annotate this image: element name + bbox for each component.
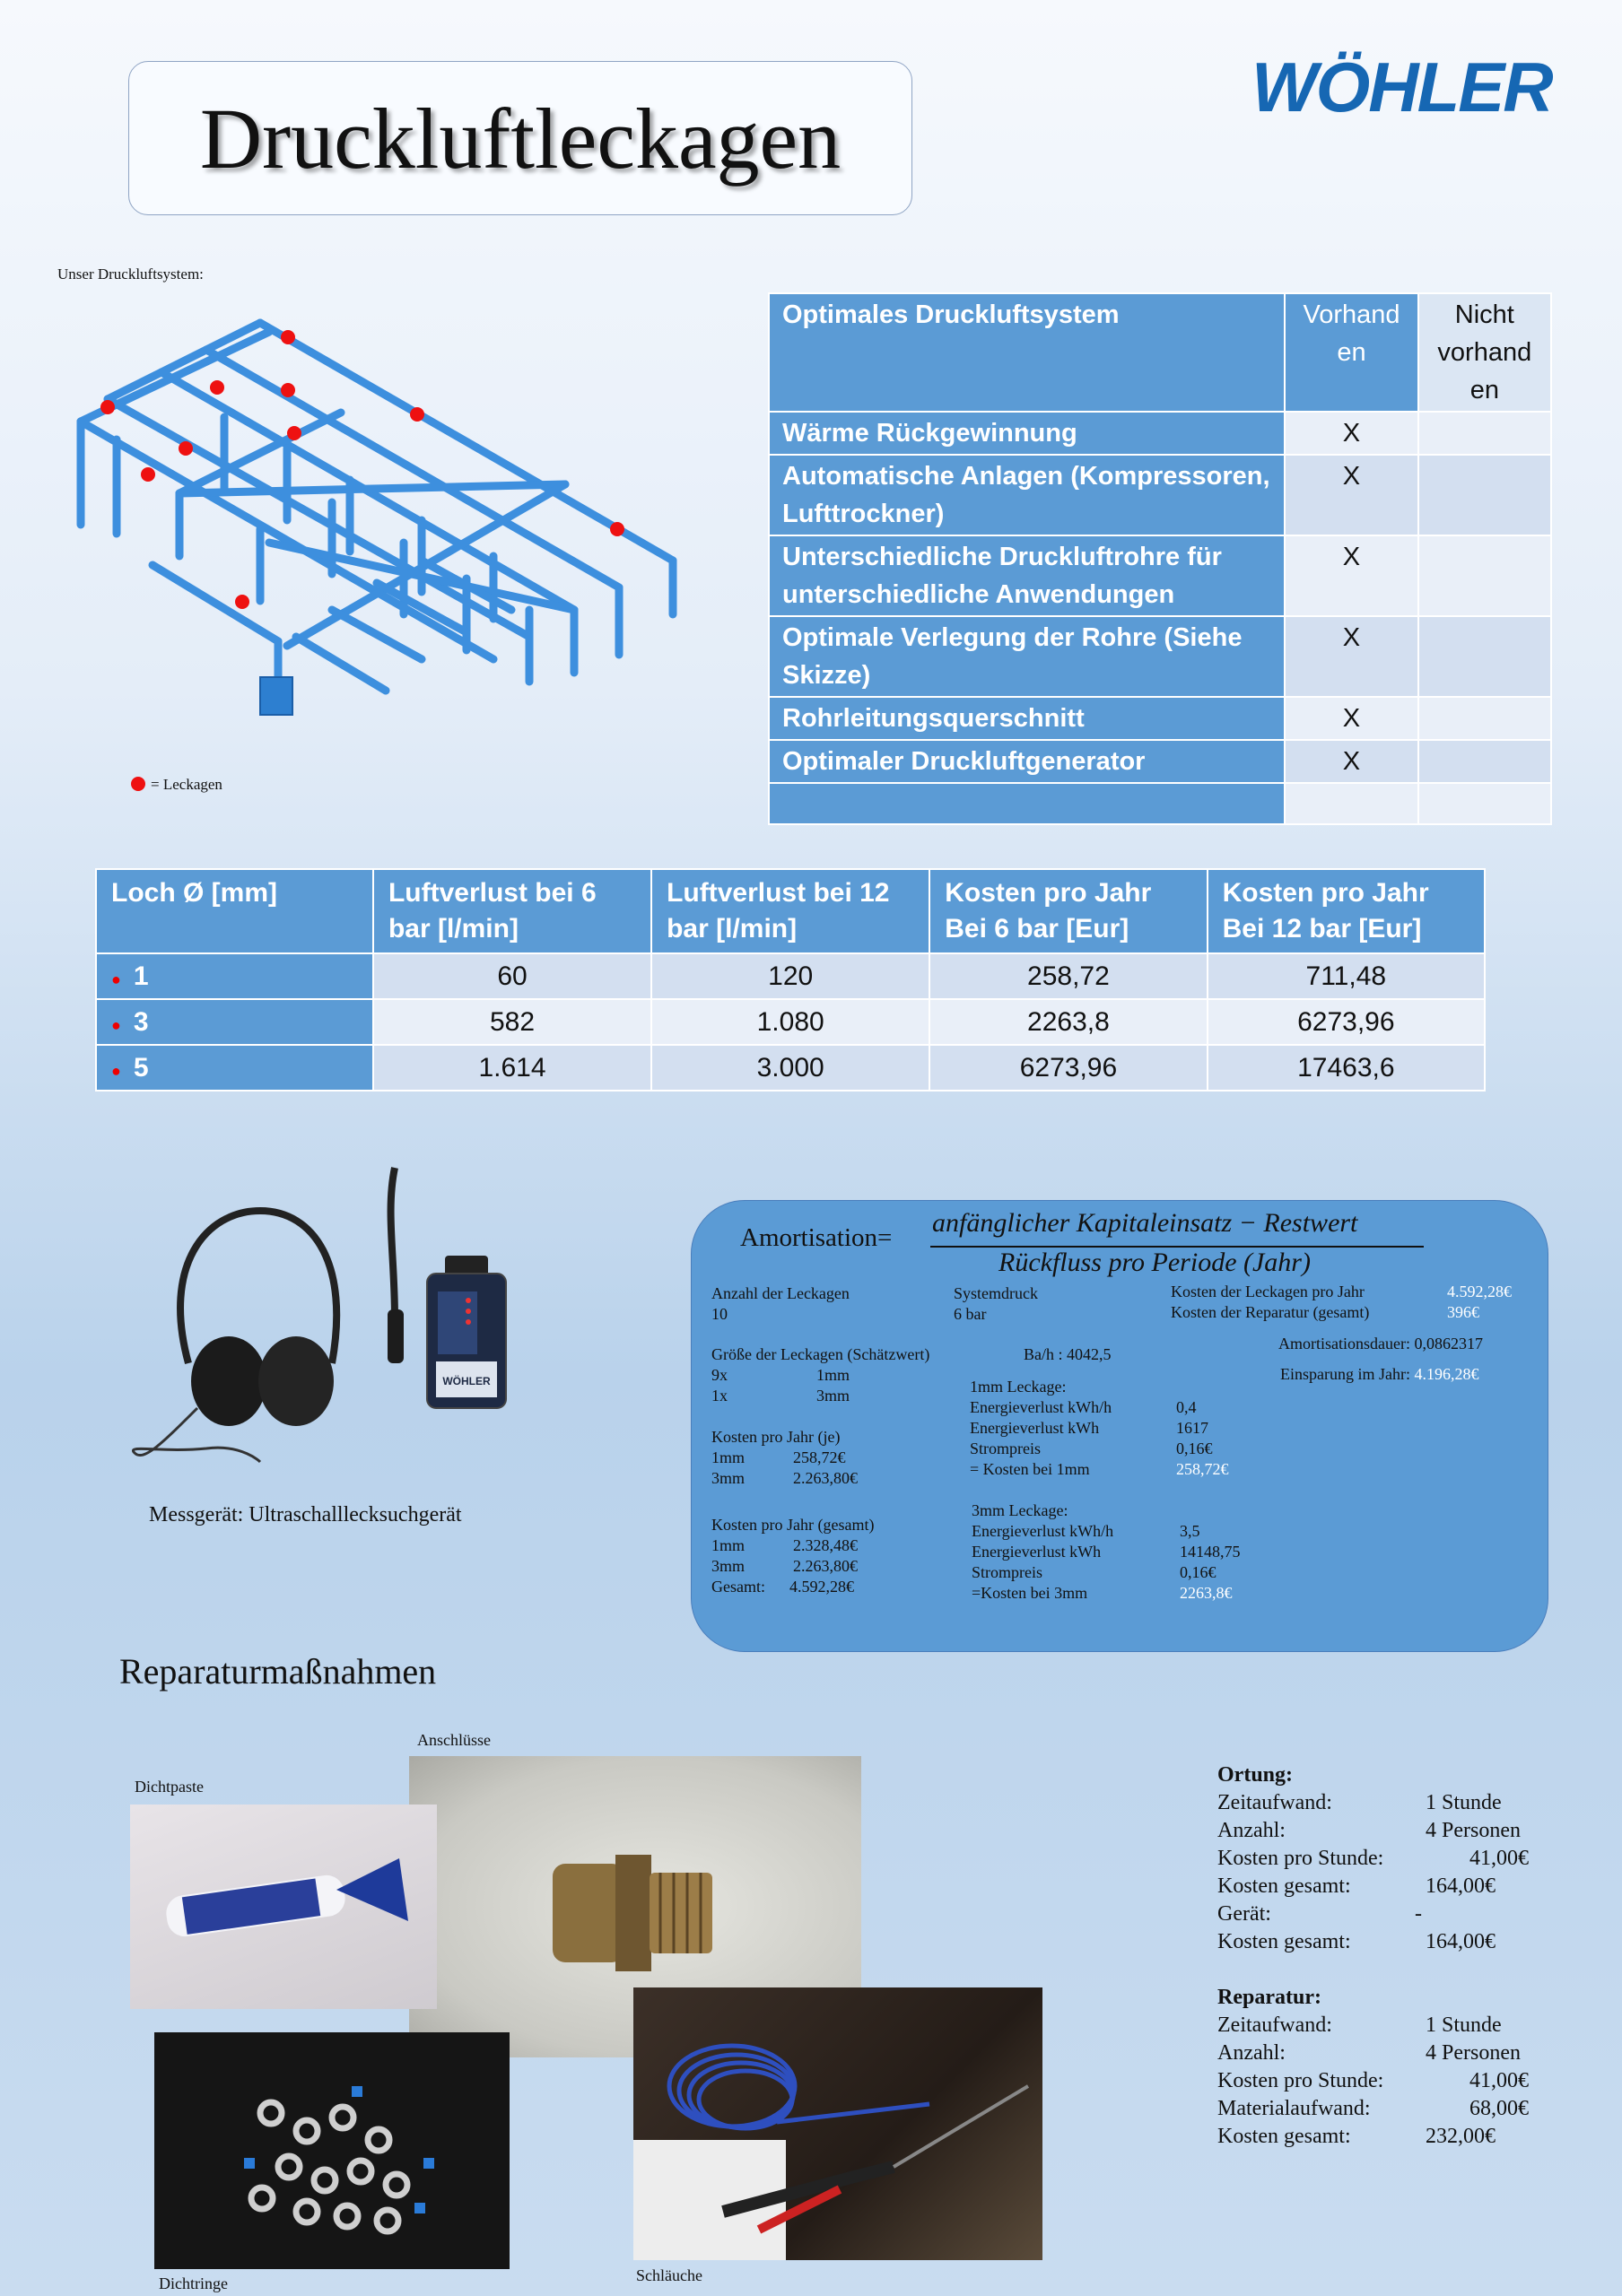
table-cell: 711,48 xyxy=(1208,953,1485,999)
optimal-system-table xyxy=(768,292,1552,825)
formula-denominator: Rückfluss pro Periode (Jahr) xyxy=(998,1248,1311,1277)
compressor-box xyxy=(260,677,292,715)
table-cell: Automatische Anlagen (Kompressoren, Lufttrockner) xyxy=(769,455,1285,535)
dichtpaste-photo xyxy=(130,1805,437,2009)
table-cell: Unterschiedliche Druckluftrohre für unterschiedliche Anwendungen xyxy=(769,535,1285,616)
table-cell: X xyxy=(1285,535,1417,616)
table-row xyxy=(769,697,1551,740)
bullet-icon: ● xyxy=(111,970,121,988)
table-cell: 60 xyxy=(373,953,651,999)
ba-h: Ba/h : 4042,5 xyxy=(1024,1345,1112,1363)
caption-schlaeuche: Schläuche xyxy=(636,2266,702,2284)
table-header: Kosten pro Jahr Bei 12 bar [Eur] xyxy=(1208,869,1485,953)
table-cell: 582 xyxy=(373,999,651,1045)
table-header: Loch Ø [mm] xyxy=(96,869,373,953)
table-cell: ● 5 xyxy=(96,1045,373,1091)
table-row xyxy=(769,412,1551,455)
table-row xyxy=(769,616,1551,697)
table-row xyxy=(96,999,1485,1045)
table-cell: 1.614 xyxy=(373,1045,651,1091)
table-cell: 17463,6 xyxy=(1208,1045,1485,1091)
leck3-values: 3,5 14148,75 0,16€ xyxy=(1180,1522,1241,1581)
info-row: Materialaufwand: 68,00€ xyxy=(1217,2097,1529,2120)
ortung-block xyxy=(1217,1761,1529,1956)
table-cell xyxy=(1418,412,1551,455)
table-cell: ● 3 xyxy=(96,999,373,1045)
info-row: Kosten pro Stunde: 41,00€ xyxy=(1217,1847,1529,1870)
info-row: Kosten gesamt: 164,00€ xyxy=(1217,1874,1496,1898)
table-cell: X xyxy=(1285,412,1417,455)
info-row: Zeitaufwand: 1 Stunde xyxy=(1217,2013,1502,2037)
table-cell xyxy=(1418,783,1551,824)
info-row: Kosten pro Stunde: 41,00€ xyxy=(1217,2069,1529,2092)
kosten-values: 4.592,28€ 396€ xyxy=(1447,1283,1512,1321)
table-cell xyxy=(1418,535,1551,616)
table-cell xyxy=(769,783,1285,824)
table-row xyxy=(96,1045,1485,1091)
caption-anschluesse: Anschlüsse xyxy=(417,1731,491,1749)
bullet-icon: ● xyxy=(111,1061,121,1080)
table-header: Luftverlust bei 6 bar [l/min] xyxy=(373,869,651,953)
table-cell: 3.000 xyxy=(651,1045,929,1091)
pipe-network xyxy=(81,323,673,691)
table-cell: Optimaler Druckluftgenerator xyxy=(769,740,1285,783)
table-header: Nicht vorhand en xyxy=(1418,293,1551,412)
info-row: Gerät: - xyxy=(1217,1902,1422,1926)
table-cell: 258,72 xyxy=(929,953,1207,999)
info-row: Anzahl: 4 Personen xyxy=(1217,2041,1521,2065)
leak-cost-table xyxy=(95,868,1486,1091)
info-row: Zeitaufwand: 1 Stunde xyxy=(1217,1791,1502,1814)
kosten-je: Kosten pro Jahr (je) 1mm 258,72€ 3mm 2.263,80€ xyxy=(711,1428,859,1487)
leck3-result: 2263,8€ xyxy=(1180,1584,1233,1602)
piping-diagram xyxy=(63,305,691,735)
table-row xyxy=(769,455,1551,535)
title-box xyxy=(128,61,912,215)
table-cell: Optimale Verlegung der Rohre (Siehe Skizze) xyxy=(769,616,1285,697)
anzahl-leckagen: Anzahl der Leckagen 10 xyxy=(711,1284,850,1323)
kosten-gesamt: Kosten pro Jahr (gesamt) 1mm 2.328,48€ 3mm 2.263,80€ Gesamt: 4.592,28€ xyxy=(711,1516,875,1596)
device-caption: Messgerät: Ultraschalllecksuchgerät xyxy=(149,1503,462,1526)
table-cell xyxy=(1418,740,1551,783)
table-cell: 6273,96 xyxy=(929,1045,1207,1091)
leck1-labels: 1mm Leckage: Energieverlust kWh/h Energieverlust kWh Strompreis = Kosten bei 1mm xyxy=(970,1378,1112,1478)
table-row xyxy=(769,740,1551,783)
dichtringe-photo xyxy=(154,2032,510,2269)
table-cell xyxy=(1418,616,1551,697)
ultrasonic-device-photo xyxy=(126,1157,547,1480)
kosten-labels: Kosten der Leckagen pro Jahr Kosten der Reparatur (gesamt) xyxy=(1171,1283,1370,1321)
table-cell: 120 xyxy=(651,953,929,999)
info-row: Anzahl: 4 Personen xyxy=(1217,1819,1521,1842)
table-cell xyxy=(1418,697,1551,740)
schlaeuche-photo xyxy=(633,1987,1042,2260)
table-header-row xyxy=(96,869,1485,953)
table-cell: X xyxy=(1285,697,1417,740)
table-header: Kosten pro Jahr Bei 6 bar [Eur] xyxy=(929,869,1207,953)
info-row: Kosten gesamt: 164,00€ xyxy=(1217,1930,1496,1953)
table-cell: Rohrleitungsquerschnitt xyxy=(769,697,1285,740)
table-row xyxy=(96,953,1485,999)
table-cell xyxy=(1285,783,1417,824)
amortisationsdauer: Amortisationsdauer: 0,0862317 xyxy=(1278,1335,1483,1352)
table-cell: 2263,8 xyxy=(929,999,1207,1045)
leak-legend-label: = Leckagen xyxy=(151,776,222,793)
woehler-logo: WÖHLER xyxy=(1251,48,1552,126)
reparatur-block xyxy=(1217,1984,1529,2151)
formula-numerator: anfänglicher Kapitaleinsatz − Restwert xyxy=(932,1208,1358,1238)
amortisation-box xyxy=(691,1200,1548,1652)
info-row: Kosten gesamt: 232,00€ xyxy=(1217,2125,1496,2148)
table-cell: X xyxy=(1285,455,1417,535)
table-cell: 6273,96 xyxy=(1208,999,1485,1045)
einsparung: Einsparung im Jahr: 4.196,28€ xyxy=(1280,1365,1479,1383)
device-brand-label: WÖHLER xyxy=(442,1375,491,1387)
table-cell: X xyxy=(1285,616,1417,697)
caption-dichtringe: Dichtringe xyxy=(159,2274,228,2292)
table-header: Optimales Druckluftsystem xyxy=(769,293,1285,412)
bullet-icon: ● xyxy=(111,1015,121,1034)
leck1-result: 258,72€ xyxy=(1176,1460,1229,1478)
amortisation-label: Amortisation= xyxy=(740,1223,893,1252)
leak-legend-dot xyxy=(131,777,145,791)
leck1-values: 0,4 1617 0,16€ xyxy=(1176,1398,1213,1457)
caption-dichtpaste: Dichtpaste xyxy=(135,1778,204,1796)
leck3-labels: 3mm Leckage: Energieverlust kWh/h Energieverlust kWh Strompreis =Kosten bei 3mm xyxy=(972,1501,1114,1602)
table-cell: X xyxy=(1285,740,1417,783)
ortung-heading: Ortung: xyxy=(1217,1763,1293,1787)
table-header: Luftverlust bei 12 bar [l/min] xyxy=(651,869,929,953)
table-header-row xyxy=(769,293,1551,412)
table-header: Vorhand en xyxy=(1285,293,1417,412)
system-label: Unser Druckluftsystem: xyxy=(57,265,204,283)
repair-heading: Reparaturmaßnahmen xyxy=(119,1651,437,1692)
table-cell: 1.080 xyxy=(651,999,929,1045)
table-row xyxy=(769,535,1551,616)
table-row xyxy=(769,783,1551,824)
page-title: Druckluftleckagen xyxy=(199,90,842,187)
groesse-leckagen: Größe der Leckagen (Schätzwert) 9x 1mm 1x 3mm xyxy=(711,1345,930,1405)
reparatur-heading: Reparatur: xyxy=(1217,1986,1321,2009)
systemdruck: Systemdruck 6 bar xyxy=(954,1284,1038,1323)
table-cell xyxy=(1418,455,1551,535)
table-cell: Wärme Rückgewinnung xyxy=(769,412,1285,455)
table-cell: ● 1 xyxy=(96,953,373,999)
